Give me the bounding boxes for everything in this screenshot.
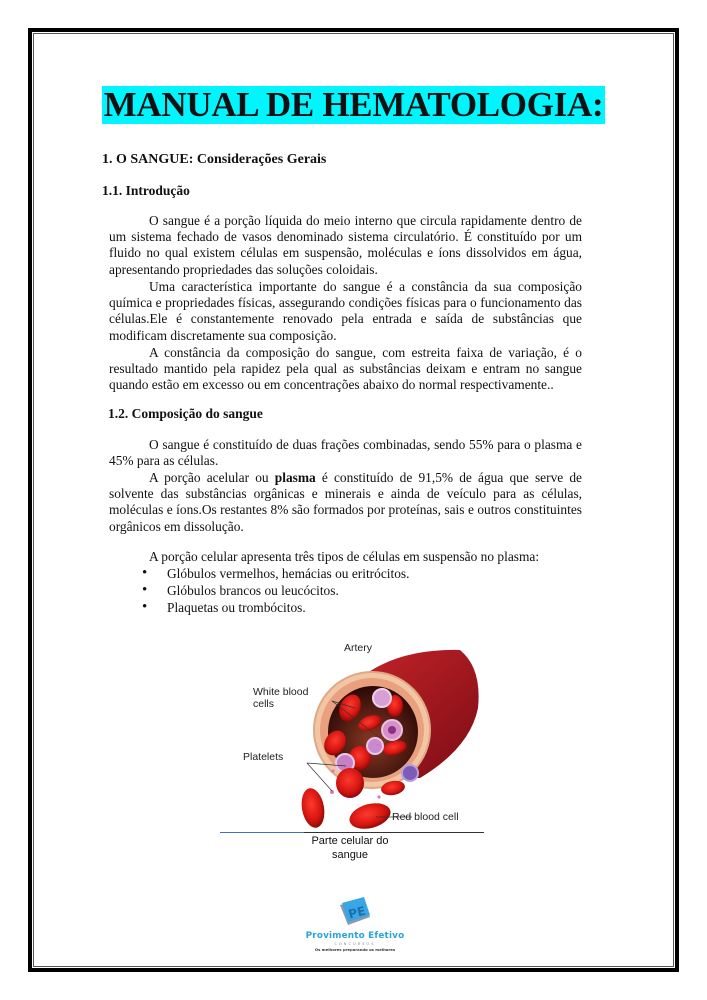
paragraph-text: O sangue é constituído de duas frações combinadas, sendo 55% para o plasma e 45% para as células. — [109, 437, 582, 469]
red-blood-cell — [347, 799, 394, 833]
caption-rule — [220, 832, 484, 833]
title-block — [0, 86, 707, 124]
platelet — [377, 795, 380, 798]
logo-name: Provimento Efetivo — [305, 931, 405, 941]
artery-illustration — [220, 628, 490, 833]
platelet — [376, 743, 379, 746]
caption-rule-accent — [220, 832, 304, 833]
paragraph-text: O sangue é a porção líquida do meio interno que circula rapidamente dentro de um sistema fechado de vasos denominado sistema circulatório. É constituído por um fluido no qual existem células em suspensão, moléculas e íons dissolvidos em água, apresentando propriedades das soluções coloidais. — [109, 213, 582, 277]
artery-image — [220, 628, 490, 833]
plasma-bold-term: plasma — [274, 470, 316, 485]
composition-paragraph-2 — [109, 470, 582, 535]
figure-caption — [290, 834, 410, 862]
section-heading-1: 1. O SANGUE: Considerações Gerais — [102, 152, 327, 167]
composition-paragraph-3: A porção celular apresenta três tipos de células em suspensão no plasma: — [149, 549, 540, 564]
caption-line-2: sangue — [331, 849, 369, 861]
paragraph-text: Uma característica importante do sangue é a constância da sua composição química e propriedades físicas, assegurando condições físicas para o funcionamento das células.Ele é constantemente renovado pela entrada e saída de substâncias que modificam discretamente sua composição. — [109, 279, 582, 343]
intro-paragraph-2 — [109, 279, 582, 344]
red-blood-cell — [336, 768, 364, 798]
white-blood-cell — [373, 689, 391, 707]
cell-types-list — [142, 565, 409, 616]
red-blood-cell — [299, 786, 328, 829]
intro-paragraph-1 — [109, 213, 582, 278]
intro-paragraph-3 — [109, 345, 582, 394]
svg-text:PE: PE — [346, 903, 367, 922]
paragraph-text: A porção acelular ou — [149, 470, 275, 485]
logo-cube-icon — [300, 895, 410, 931]
label-red-blood-cell: Red blood cell — [392, 811, 459, 823]
list-item: • Glóbulos brancos ou leucócitos. — [142, 582, 409, 599]
platelet — [345, 762, 349, 766]
platelet — [331, 769, 334, 772]
list-item: • Glóbulos vermelhos, hemácias ou eritrócitos. — [142, 565, 409, 582]
label-white-blood-cells-line2: cells — [253, 698, 275, 710]
page-title: MANUAL DE HEMATOLOGIA: — [103, 85, 604, 124]
composition-paragraph-1 — [109, 437, 582, 469]
logo-tagline: Os melhores preparando os melhores — [314, 947, 396, 952]
section-heading-1-1: 1.1. Introdução — [102, 183, 190, 198]
paragraph-text: A constância da composição do sangue, com estreita faixa de variação, é o resultado mantido pela rapidez pela qual as substâncias deixam e entram no sangue quando estão em excesso ou em concentrações abaixo do normal respectivamente.. — [109, 345, 582, 393]
caption-line-1: Parte celular do — [311, 835, 389, 847]
logo-subtitle: CONCURSOS — [334, 942, 376, 946]
paragraph-text: é constituído de 91,5% de água que serve de solvente das substâncias orgânicas e minerais e ainda de veículo para as células, moléculas e íons.Os restantes 8% são formados por proteínas, sais e outros constituintes orgânicos em dissolução. — [109, 470, 583, 534]
label-artery: Artery — [344, 642, 373, 654]
provimento-efetivo-logo — [300, 895, 410, 955]
white-blood-cell — [367, 738, 383, 754]
label-platelets: Platelets — [243, 751, 284, 763]
list-item: • Plaquetas ou trombócitos. — [142, 599, 409, 616]
label-white-blood-cells-line1: White blood — [253, 686, 309, 698]
section-heading-1-2: 1.2. Composição do sangue — [108, 406, 263, 421]
white-blood-cell — [402, 765, 418, 781]
